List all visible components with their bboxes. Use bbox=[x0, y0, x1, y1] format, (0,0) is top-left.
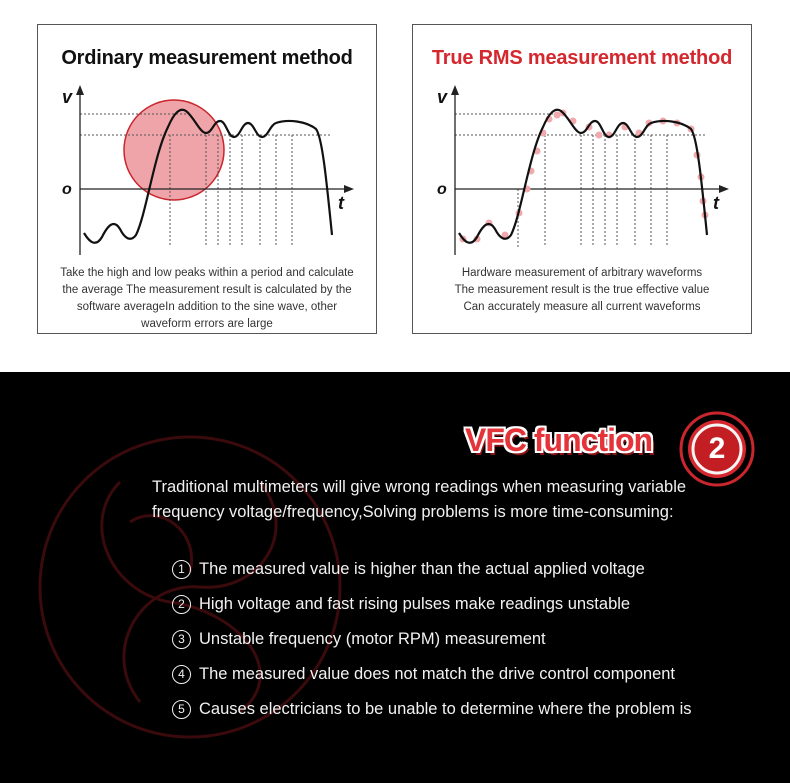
list-item bbox=[172, 630, 692, 665]
description-line: Can accurately measure all current waveforms bbox=[463, 301, 701, 313]
item-text: Unstable frequency (motor RPM) measurement bbox=[199, 630, 546, 648]
list-item bbox=[172, 700, 692, 735]
vfc-problem-list bbox=[172, 560, 692, 735]
list-item bbox=[172, 595, 692, 630]
list-item bbox=[172, 560, 692, 595]
description-line: waveform errors are large bbox=[141, 318, 273, 330]
ordinary-method-description bbox=[38, 265, 376, 333]
vfc-intro-text: Traditional multimeters will give wrong readings when measuring variable frequency voltage/frequency,Solving problems is more time-consuming: bbox=[152, 478, 687, 521]
vfc-section bbox=[0, 372, 790, 783]
description-line: software averageIn addition to the sine wave, other bbox=[76, 301, 338, 313]
item-number: 2 bbox=[172, 595, 191, 614]
comparison-section bbox=[0, 0, 790, 372]
true-rms-method-title: True RMS measurement method bbox=[431, 47, 733, 69]
ordinary-method-title: Ordinary measurement method bbox=[61, 47, 353, 69]
true-rms-method-card bbox=[412, 24, 752, 334]
true-rms-waveform-diagram bbox=[413, 25, 753, 265]
item-text: Causes electricians to be unable to determine where the problem is bbox=[199, 700, 692, 718]
origin-label: o bbox=[62, 181, 72, 198]
sample-points bbox=[460, 110, 709, 243]
item-number: 3 bbox=[172, 630, 191, 649]
item-number: 1 bbox=[172, 560, 191, 579]
t-axis-label: t bbox=[713, 193, 719, 213]
item-number: 4 bbox=[172, 665, 191, 684]
v-axis-label: v bbox=[62, 87, 73, 107]
t-axis-label: t bbox=[338, 193, 344, 213]
list-item bbox=[172, 665, 692, 700]
description-line: the average The measurement result is calculated by the bbox=[62, 284, 352, 296]
item-text: The measured value does not match the drive control component bbox=[199, 665, 676, 683]
badge-number: 2 bbox=[708, 432, 726, 465]
ordinary-waveform-diagram bbox=[38, 25, 378, 265]
item-text: The measured value is higher than the actual applied voltage bbox=[199, 560, 645, 578]
item-text: High voltage and fast rising pulses make readings unstable bbox=[199, 595, 631, 613]
v-axis-label: v bbox=[437, 87, 448, 107]
item-number: 5 bbox=[172, 700, 191, 719]
ordinary-method-card bbox=[37, 24, 377, 334]
description-line: The measurement result is the true effective value bbox=[454, 284, 710, 296]
vfc-function-title: VFC function bbox=[465, 422, 653, 458]
true-rms-waveform-line bbox=[459, 110, 707, 243]
true-rms-method-description bbox=[413, 265, 751, 316]
origin-label: o bbox=[437, 181, 447, 198]
description-line: Hardware measurement of arbitrary waveforms bbox=[461, 267, 703, 279]
description-line: Take the high and low peaks within a period and calculate bbox=[60, 267, 354, 279]
